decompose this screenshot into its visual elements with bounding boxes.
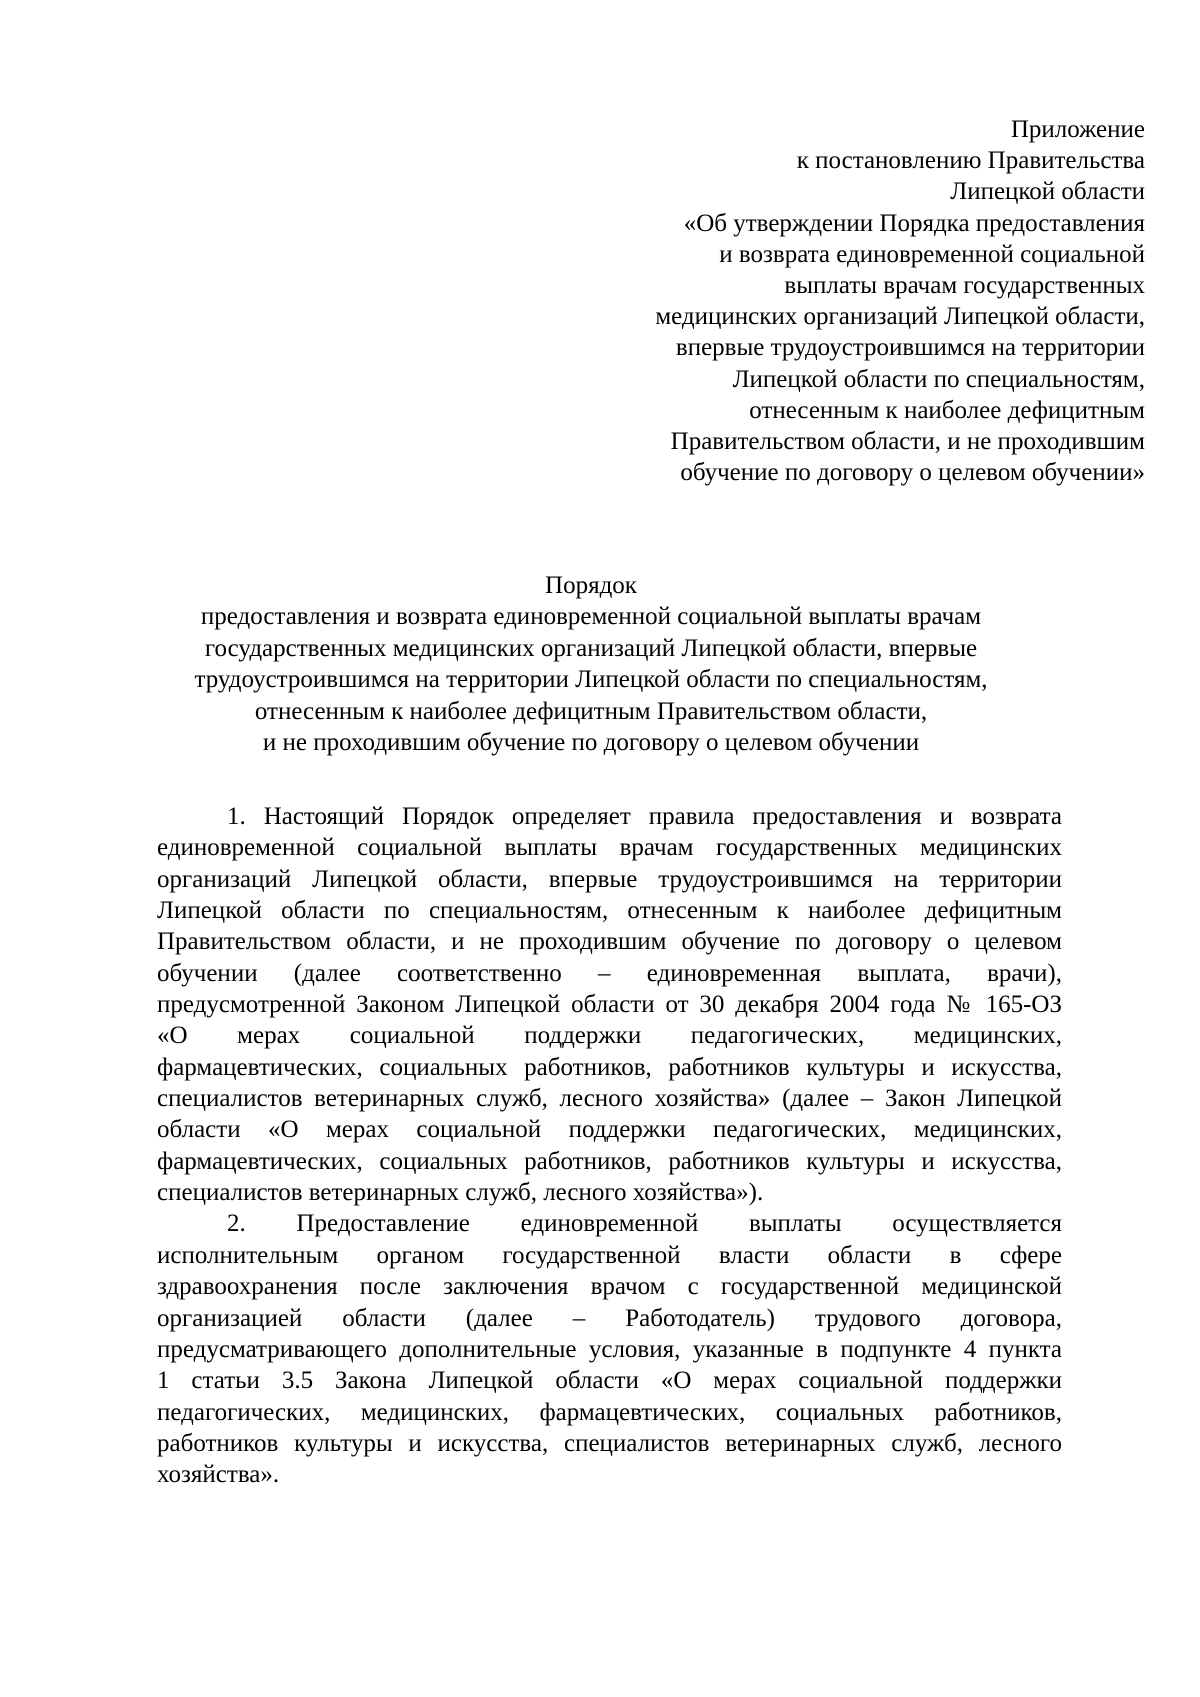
appendix-line: «Об утверждении Порядка предоставления (683, 209, 1145, 237)
paragraph-line: педагогических, медицинских, фармацевтических, социальных работников, (157, 1398, 1062, 1426)
paragraph-line: единовременной социальной выплаты врачам государственных медицинских (157, 834, 1062, 862)
paragraph-2 (157, 1208, 1062, 1490)
appendix-header (505, 114, 1145, 488)
paragraph-line: предусмотренной Законом Липецкой области от 30 декабря 2004 года № 165-ОЗ (157, 991, 1062, 1019)
document-title-line: государственных медицинских организаций Липецкой области, впервые (204, 634, 978, 662)
paragraph-line: специалистов ветеринарных служб, лесного хозяйства»). (157, 1179, 764, 1207)
paragraph-line: обучении (далее соответственно – единовременная выплата, врачи), (157, 959, 1062, 987)
paragraph-line: Правительством области, и не проходившим обучение по договору о целевом (157, 928, 1062, 956)
paragraph-line: фармацевтических, социальных работников, работников культуры и искусства, (157, 1053, 1062, 1081)
paragraph-line: работников культуры и искусства, специалистов ветеринарных служб, лесного (157, 1429, 1062, 1457)
paragraph-line: исполнительным органом государственной власти области в сфере (157, 1241, 1062, 1269)
paragraph-line: 1 статьи 3.5 Закона Липецкой области «О мерах социальной поддержки (157, 1367, 1062, 1395)
paragraph-line: области «О мерах социальной поддержки педагогических, медицинских, (157, 1116, 1062, 1144)
document-heading: Порядок (545, 572, 637, 599)
document-title-line: предоставления и возврата единовременной социальной выплаты врачам (200, 603, 982, 631)
document-title-line: и не проходившим обучение по договору о целевом обучении (262, 729, 920, 757)
document-title (120, 570, 1062, 758)
paragraph-1 (157, 801, 1062, 1208)
paragraph-line: 1. Настоящий Порядок определяет правила предоставления и возврата (227, 803, 1062, 830)
appendix-line: медицинских организаций Липецкой области, (655, 303, 1145, 331)
appendix-line: Липецкой области по специальностям, (732, 365, 1145, 393)
appendix-line: Липецкой области (950, 178, 1145, 206)
appendix-line: и возврата единовременной социальной (719, 240, 1145, 268)
document-body (157, 801, 1062, 1491)
document-title-line: отнесенным к наиболее дефицитным Правительством области, (254, 697, 928, 725)
document-title-line: трудоустроившимся на территории Липецкой области по специальностям, (194, 666, 988, 694)
appendix-line: к постановлению Правительства (796, 147, 1145, 175)
appendix-line: обучение по договору о целевом обучении» (680, 459, 1145, 487)
paragraph-line: организацией области (далее – Работодатель) трудового договора, (157, 1304, 1062, 1332)
paragraph-line: хозяйства». (157, 1461, 280, 1489)
paragraph-line: фармацевтических, социальных работников, работников культуры и искусства, (157, 1147, 1062, 1175)
paragraph-line: Липецкой области по специальностям, отнесенным к наиболее дефицитным (157, 897, 1062, 925)
appendix-line: впервые трудоустроившимся на территории (675, 334, 1145, 362)
appendix-line: отнесенным к наиболее дефицитным (749, 396, 1145, 424)
paragraph-line: организаций Липецкой области, впервые трудоустроившимся на территории (157, 865, 1062, 893)
paragraph-line: 2. Предоставление единовременной выплаты осуществляется (227, 1210, 1062, 1238)
appendix-line: Приложение (1010, 116, 1145, 143)
paragraph-line: предусматривающего дополнительные условия, указанные в подпункте 4 пункта (157, 1335, 1062, 1363)
paragraph-line: специалистов ветеринарных служб, лесного хозяйства» (далее – Закон Липецкой (157, 1085, 1062, 1113)
paragraph-line: здравоохранения после заключения врачом с государственной медицинской (157, 1273, 1062, 1301)
appendix-line: Правительством области, и не проходившим (670, 428, 1145, 456)
appendix-line: выплаты врачам государственных (784, 272, 1145, 300)
paragraph-line: «О мерах социальной поддержки педагогических, медицинских, (157, 1022, 1062, 1050)
